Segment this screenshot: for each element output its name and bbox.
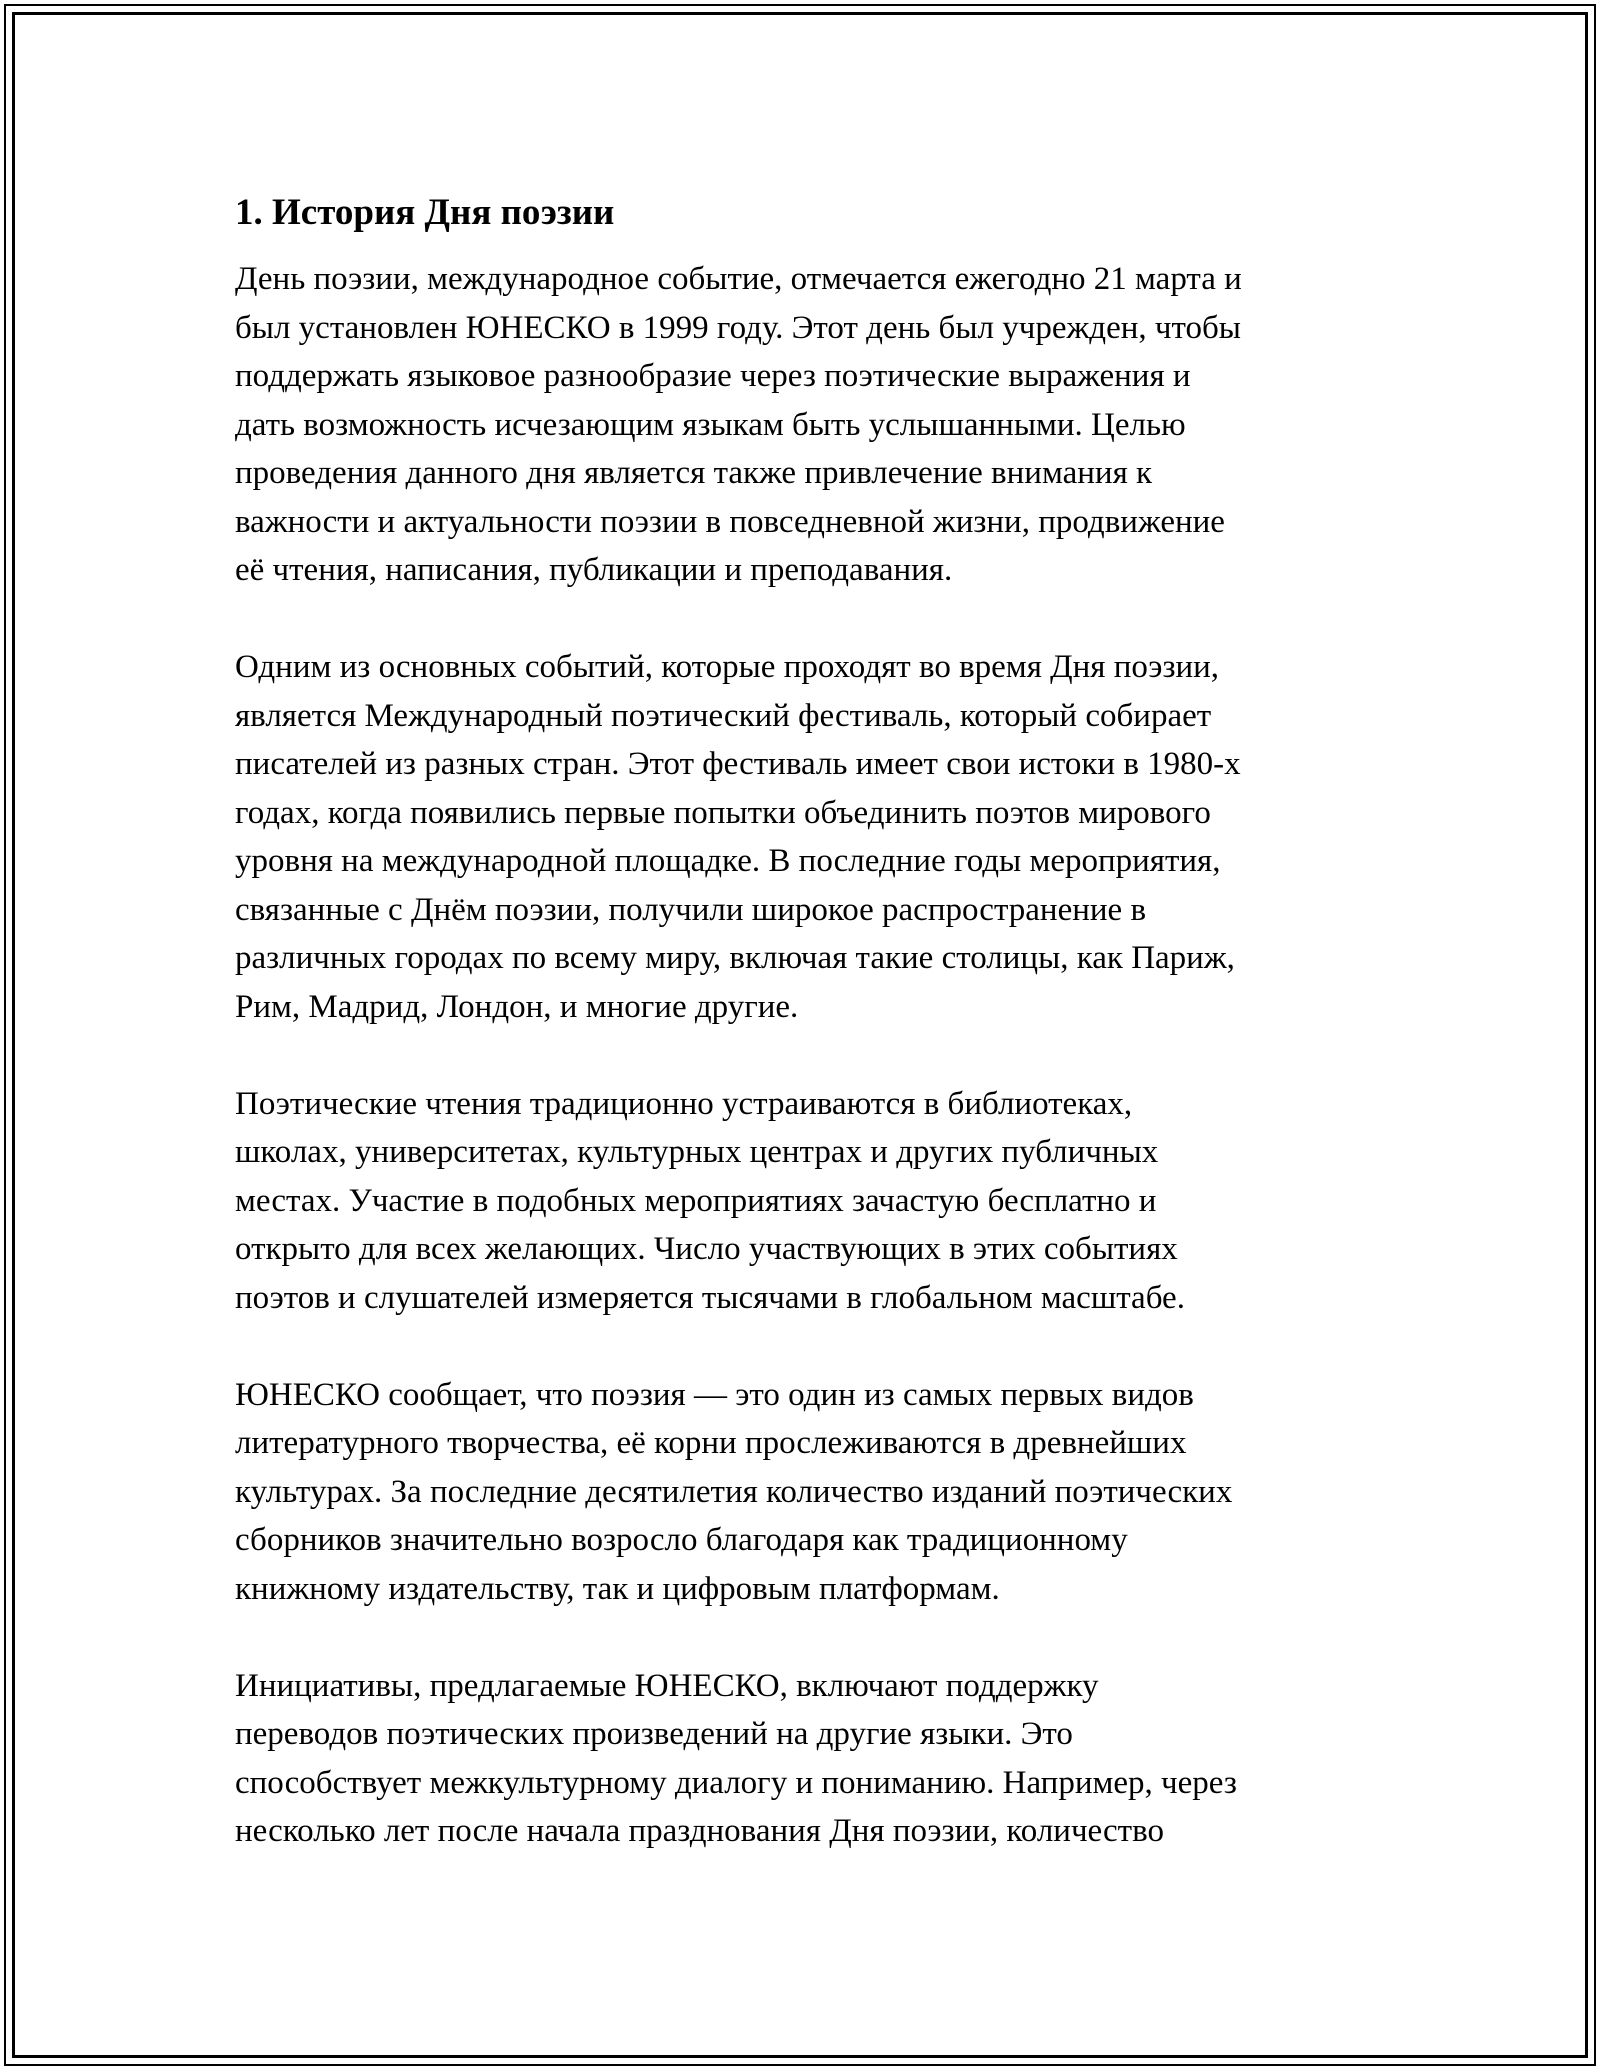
- text-line: культурах. За последние десятилетия количество изданий поэтических: [235, 1473, 1233, 1510]
- document-body: [235, 185, 1375, 1904]
- text-line: поэтов и слушателей измеряется тысячами в глобальном масштабе.: [235, 1279, 1185, 1316]
- paragraph-5: [235, 1662, 1375, 1856]
- text-line: годах, когда появились первые попытки объединить поэтов мирового: [235, 794, 1211, 831]
- text-line: был установлен ЮНЕСКО в 1999 году. Этот день был учрежден, чтобы: [235, 309, 1241, 346]
- text-line: способствует межкультурному диалогу и пониманию. Например, через: [235, 1764, 1237, 1801]
- text-line: Рим, Мадрид, Лондон, и многие другие.: [235, 988, 799, 1025]
- text-line: книжному издательству, так и цифровым платформам.: [235, 1570, 1000, 1607]
- text-line: Одним из основных событий, которые проходят во время Дня поэзии,: [235, 649, 1220, 685]
- text-line: поддержать языковое разнообразие через поэтические выражения и: [235, 358, 1191, 394]
- text-line: важности и актуальности поэзии в повседневной жизни, продвижение: [235, 503, 1225, 540]
- text-line: дать возможность исчезающим языкам быть услышанными. Целью: [235, 406, 1186, 443]
- text-line: несколько лет после начала празднования Дня поэзии, количество: [235, 1813, 1164, 1849]
- text-line: ЮНЕСКО сообщает, что поэзия — это один из самых первых видов: [235, 1376, 1194, 1413]
- text-line: проведения данного дня является также привлечение внимания к: [235, 455, 1153, 491]
- text-line: открыто для всех желающих. Число участвующих в этих событиях: [235, 1231, 1178, 1267]
- paragraph-1: [235, 255, 1375, 595]
- text-line: День поэзии, международное событие, отмечается ежегодно 21 марта и: [235, 261, 1242, 297]
- paragraph-3: [235, 1080, 1375, 1323]
- paragraph-2: [235, 643, 1375, 1031]
- text-line: связанные с Днём поэзии, получили широкое распространение в: [235, 891, 1147, 928]
- text-line: местах. Участие в подобных мероприятиях зачастую бесплатно и: [235, 1182, 1157, 1219]
- text-line: Поэтические чтения традиционно устраиваются в библиотеках,: [235, 1085, 1133, 1122]
- text-line: писателей из разных стран. Этот фестиваль имеет свои истоки в 1980-х: [235, 746, 1241, 782]
- text-line: Инициативы, предлагаемые ЮНЕСКО, включают поддержку: [235, 1667, 1099, 1704]
- section-title: 1. История Дня поэзии: [235, 192, 615, 233]
- text-line: различных городах по всему миру, включая такие столицы, как Париж,: [235, 940, 1235, 976]
- text-line: школах, университетах, культурных центрах и других публичных: [235, 1134, 1159, 1170]
- text-line: уровня на международной площадке. В последние годы мероприятия,: [235, 843, 1221, 879]
- paragraph-4: [235, 1371, 1375, 1614]
- text-line: её чтения, написания, публикации и преподавания.: [235, 552, 953, 588]
- text-line: сборников значительно возросло благодаря как традиционному: [235, 1522, 1128, 1558]
- text-line: переводов поэтических произведений на другие языки. Это: [235, 1716, 1073, 1752]
- text-line: является Международный поэтический фестиваль, который собирает: [235, 697, 1212, 734]
- text-line: литературного творчества, её корни прослеживаются в древнейших: [235, 1425, 1187, 1461]
